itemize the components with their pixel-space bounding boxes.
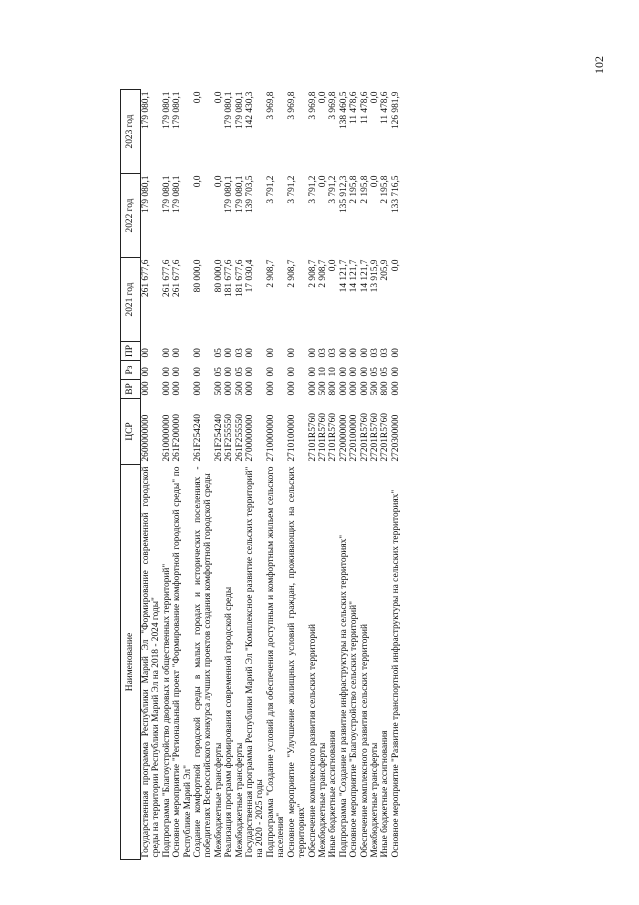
row-2022: 3 791,2 <box>265 175 276 204</box>
row-2023: 3 969,8 <box>286 91 297 120</box>
table-row <box>224 90 234 860</box>
header-2021: 2021 год <box>121 258 141 342</box>
row-2023: 0,0 <box>213 91 224 104</box>
row-pr: 00 <box>172 348 183 358</box>
row-2021: 80 000,0 <box>193 259 204 293</box>
page-number: 102 <box>592 56 606 74</box>
row-rz: 00 <box>286 367 297 377</box>
header-2023: 2023 год <box>121 90 141 174</box>
table-row <box>235 90 245 860</box>
row-csr: 261F255550 <box>234 414 245 462</box>
row-pr: 00 <box>265 348 276 358</box>
row-2023: 179 080,1 <box>234 91 245 129</box>
row-csr: 2720100000 <box>349 414 360 462</box>
header-rz: Рз <box>121 361 141 380</box>
row-vr: 000 <box>307 381 318 396</box>
row-rz: 00 <box>390 367 401 377</box>
row-2023: 179 080,1 <box>172 91 183 129</box>
table-row <box>214 90 224 860</box>
row-pr: 00 <box>307 348 318 358</box>
row-vr: 500 <box>213 381 224 396</box>
row-2023: 11 478,6 <box>349 91 360 124</box>
row-pr: 00 <box>390 348 401 358</box>
row-rz: 00 <box>307 367 318 377</box>
row-vr: 000 <box>359 381 370 396</box>
row-2022: 3 791,2 <box>307 175 318 204</box>
row-2022: 179 080,1 <box>224 175 235 213</box>
row-vr: 500 <box>369 381 380 396</box>
row-2021: 2 908,7 <box>307 259 318 288</box>
table-row <box>370 90 380 860</box>
row-vr: 000 <box>390 381 401 396</box>
row-name: Межбюджетные трансферты <box>317 742 328 858</box>
row-vr: 000 <box>193 381 204 396</box>
row-2023: 0,0 <box>317 91 328 104</box>
row-2023: 0,0 <box>369 91 380 104</box>
table-body <box>141 90 402 860</box>
row-name: Государственная программа Республики Марий Эл "Комплексное развитие сельских территорий" на 2020 - 2025 годы <box>245 466 266 858</box>
row-vr: 000 <box>141 381 151 396</box>
row-csr: 2610000000 <box>161 414 172 462</box>
row-rz: 05 <box>369 367 380 377</box>
header-2022: 2022 год <box>121 174 141 258</box>
row-2023: 138 460,5 <box>338 91 349 129</box>
row-csr: 2720300000 <box>390 414 401 462</box>
row-2022: 0,0 <box>213 175 224 188</box>
row-2022: 2 195,8 <box>359 175 370 204</box>
table-row <box>287 90 308 860</box>
row-name: Реализация программ формирования современной городской среды <box>224 586 235 858</box>
table-row <box>318 90 328 860</box>
row-rz: 00 <box>349 367 360 377</box>
row-name: Основное мероприятие "Региональный проект "Формирование комфортной городской среды" по Республике Марий Эл" <box>172 466 193 858</box>
row-2022: 135 912,3 <box>338 175 349 213</box>
row-vr: 800 <box>328 381 339 396</box>
row-pr: 00 <box>286 348 297 358</box>
row-pr: 05 <box>213 348 224 358</box>
row-2021: 2 908,7 <box>265 259 276 288</box>
row-vr: 500 <box>234 381 245 396</box>
row-name: Межбюджетные трансферты <box>213 742 224 858</box>
row-name: Межбюджетные трансферты <box>369 742 380 858</box>
row-2023: 126 981,9 <box>390 91 401 129</box>
table-row <box>349 90 359 860</box>
row-pr: 00 <box>141 348 151 358</box>
row-rz: 00 <box>359 367 370 377</box>
table-row <box>328 90 338 860</box>
table-row <box>193 90 214 860</box>
row-pr: 03 <box>380 348 391 358</box>
row-name: Обеспечение комплексного развития сельских территорий <box>307 624 318 858</box>
row-rz: 10 <box>317 367 328 377</box>
budget-table <box>120 89 401 860</box>
row-2022: 139 703,5 <box>245 175 256 213</box>
row-pr: 00 <box>359 348 370 358</box>
row-csr: 2720000000 <box>338 414 349 462</box>
header-name: Наименование <box>121 465 141 860</box>
row-pr: 00 <box>193 348 204 358</box>
row-2021: 261 677,6 <box>161 259 172 297</box>
row-2022: 3 791,2 <box>328 175 339 204</box>
table-row <box>391 90 401 860</box>
row-csr: 261F255550 <box>224 414 235 462</box>
row-2021: 17 030,4 <box>245 259 256 293</box>
row-2021: 2 908,7 <box>286 259 297 288</box>
row-2021: 0,0 <box>390 259 401 272</box>
row-2023: 0,0 <box>193 91 204 104</box>
row-vr: 000 <box>349 381 360 396</box>
row-vr: 500 <box>317 381 328 396</box>
row-name: Создание комфортной городской среды в малых городах и исторических поселениях - победителях Всероссийского конкурса лучших проектов создания комфортной городской среды <box>193 466 214 858</box>
table-row <box>308 90 318 860</box>
row-pr: 00 <box>245 348 256 358</box>
row-csr: 261F200000 <box>172 414 183 462</box>
row-rz: 00 <box>338 367 349 377</box>
row-2023: 142 430,3 <box>245 91 256 129</box>
row-2022: 133 716,5 <box>390 175 401 213</box>
row-pr: 03 <box>369 348 380 358</box>
row-vr: 000 <box>245 381 256 396</box>
row-2022: 2 195,8 <box>349 175 360 204</box>
row-pr: 00 <box>224 348 235 358</box>
row-pr: 00 <box>338 348 349 358</box>
row-vr: 000 <box>161 381 172 396</box>
row-2022: 179 080,1 <box>161 175 172 213</box>
row-csr: 27101R5760 <box>328 413 339 462</box>
row-2023: 3 969,8 <box>328 91 339 120</box>
row-rz: 05 <box>234 367 245 377</box>
table-row <box>162 90 172 860</box>
header-csr: ЦСР <box>121 399 141 465</box>
row-2021: 261 677,6 <box>172 259 183 297</box>
row-csr: 27101R5760 <box>317 413 328 462</box>
table-row <box>360 90 370 860</box>
row-name: Подпрограмма "Создание и развитие инфраструктуры на сельских территориях" <box>338 534 349 858</box>
row-2023: 11 478,6 <box>359 91 370 124</box>
row-csr: 27201R5760 <box>369 413 380 462</box>
row-name: Иные бюджетные ассигнования <box>328 730 339 858</box>
table-row <box>266 90 287 860</box>
row-vr: 800 <box>380 381 391 396</box>
row-vr: 000 <box>172 381 183 396</box>
row-vr: 000 <box>224 381 235 396</box>
row-csr: 2710000000 <box>265 414 276 462</box>
row-rz: 00 <box>265 367 276 377</box>
row-csr: 2700000000 <box>245 414 256 462</box>
row-rz: 10 <box>328 367 339 377</box>
row-pr: 00 <box>349 348 360 358</box>
row-name: Иные бюджетные ассигнования <box>380 730 391 858</box>
row-name: Межбюджетные трансферты <box>234 742 245 858</box>
row-name: Подпрограмма "Создание условий для обеспечения доступным и комфортным жильем сельского населения" <box>265 466 287 858</box>
row-vr: 000 <box>265 381 276 396</box>
row-2021: 14 121,7 <box>349 259 360 293</box>
table-row <box>380 90 390 860</box>
table-row <box>339 90 349 860</box>
row-rz: 00 <box>161 367 172 377</box>
row-rz: 00 <box>245 367 256 377</box>
row-2023: 179 080,1 <box>224 91 235 129</box>
row-name: Подпрограмма "Благоустройство дворовых и общественных территорий" <box>161 563 172 858</box>
row-2022: 179 080,1 <box>234 175 245 213</box>
row-csr: 2600000000 <box>141 414 151 462</box>
row-2021: 80 000,0 <box>213 259 224 293</box>
row-2022: 2 195,8 <box>380 175 391 204</box>
row-2022: 0,0 <box>193 175 204 188</box>
row-name: Основное мероприятие "Благоустройство сельских территорий" <box>349 601 360 858</box>
row-2021: 181 677,6 <box>234 259 245 297</box>
row-csr: 2710100000 <box>286 414 297 462</box>
row-csr: 261F254240 <box>193 414 204 462</box>
row-pr: 03 <box>234 348 245 358</box>
table-row <box>172 90 193 860</box>
row-name: Государственная программа Республики Марий Эл "Формирование современной городской среды на территории Республики Марий Эл на 2018 - 2024 годы" <box>141 466 162 858</box>
header-pr: ПР <box>121 342 141 361</box>
row-2023: 179 080,1 <box>141 91 151 129</box>
row-rz: 05 <box>380 367 391 377</box>
row-2021: 181 677,6 <box>224 259 235 297</box>
row-rz: 00 <box>193 367 204 377</box>
row-csr: 27201R5760 <box>359 413 370 462</box>
row-vr: 000 <box>338 381 349 396</box>
row-2022: 0,0 <box>369 175 380 188</box>
table-row <box>141 90 162 860</box>
row-csr: 27201R5760 <box>380 413 391 462</box>
row-2021: 205,9 <box>380 259 391 281</box>
table-header-row <box>121 90 141 860</box>
row-pr: 03 <box>328 348 339 358</box>
row-2021: 0,0 <box>328 259 339 272</box>
row-csr: 27101R5760 <box>307 413 318 462</box>
row-2021: 14 121,7 <box>359 259 370 293</box>
row-2022: 179 080,1 <box>141 175 151 213</box>
row-2023: 179 080,1 <box>161 91 172 129</box>
row-rz: 05 <box>213 367 224 377</box>
row-name: Основное мероприятие "Улучшение жилищных условий граждан, проживающих на сельских территориях" <box>286 466 308 858</box>
row-name: Обеспечение комплексного развития сельских территорий <box>359 624 370 858</box>
row-pr: 03 <box>317 348 328 358</box>
row-rz: 00 <box>224 367 235 377</box>
row-pr: 00 <box>161 348 172 358</box>
row-2022: 179 080,1 <box>172 175 183 213</box>
row-2023: 3 969,8 <box>265 91 276 120</box>
row-vr: 000 <box>286 381 297 396</box>
table-row <box>245 90 266 860</box>
row-2023: 11 478,6 <box>380 91 391 124</box>
header-vr: ВР <box>121 380 141 399</box>
row-2022: 3 791,2 <box>286 175 297 204</box>
row-rz: 00 <box>172 367 183 377</box>
row-2022: 0,0 <box>317 175 328 188</box>
row-rz: 00 <box>141 367 151 377</box>
row-2021: 13 915,9 <box>369 259 380 293</box>
row-2021: 2 908,7 <box>317 259 328 288</box>
row-2023: 3 969,8 <box>307 91 318 120</box>
row-csr: 261F254240 <box>213 414 224 462</box>
row-2021: 261 677,6 <box>141 259 151 297</box>
budget-table-rotated <box>120 90 532 860</box>
row-name: Основное мероприятие "Развитие транспортной инфраструктуры на сельских территориях" <box>390 489 401 858</box>
row-2021: 14 121,7 <box>338 259 349 293</box>
